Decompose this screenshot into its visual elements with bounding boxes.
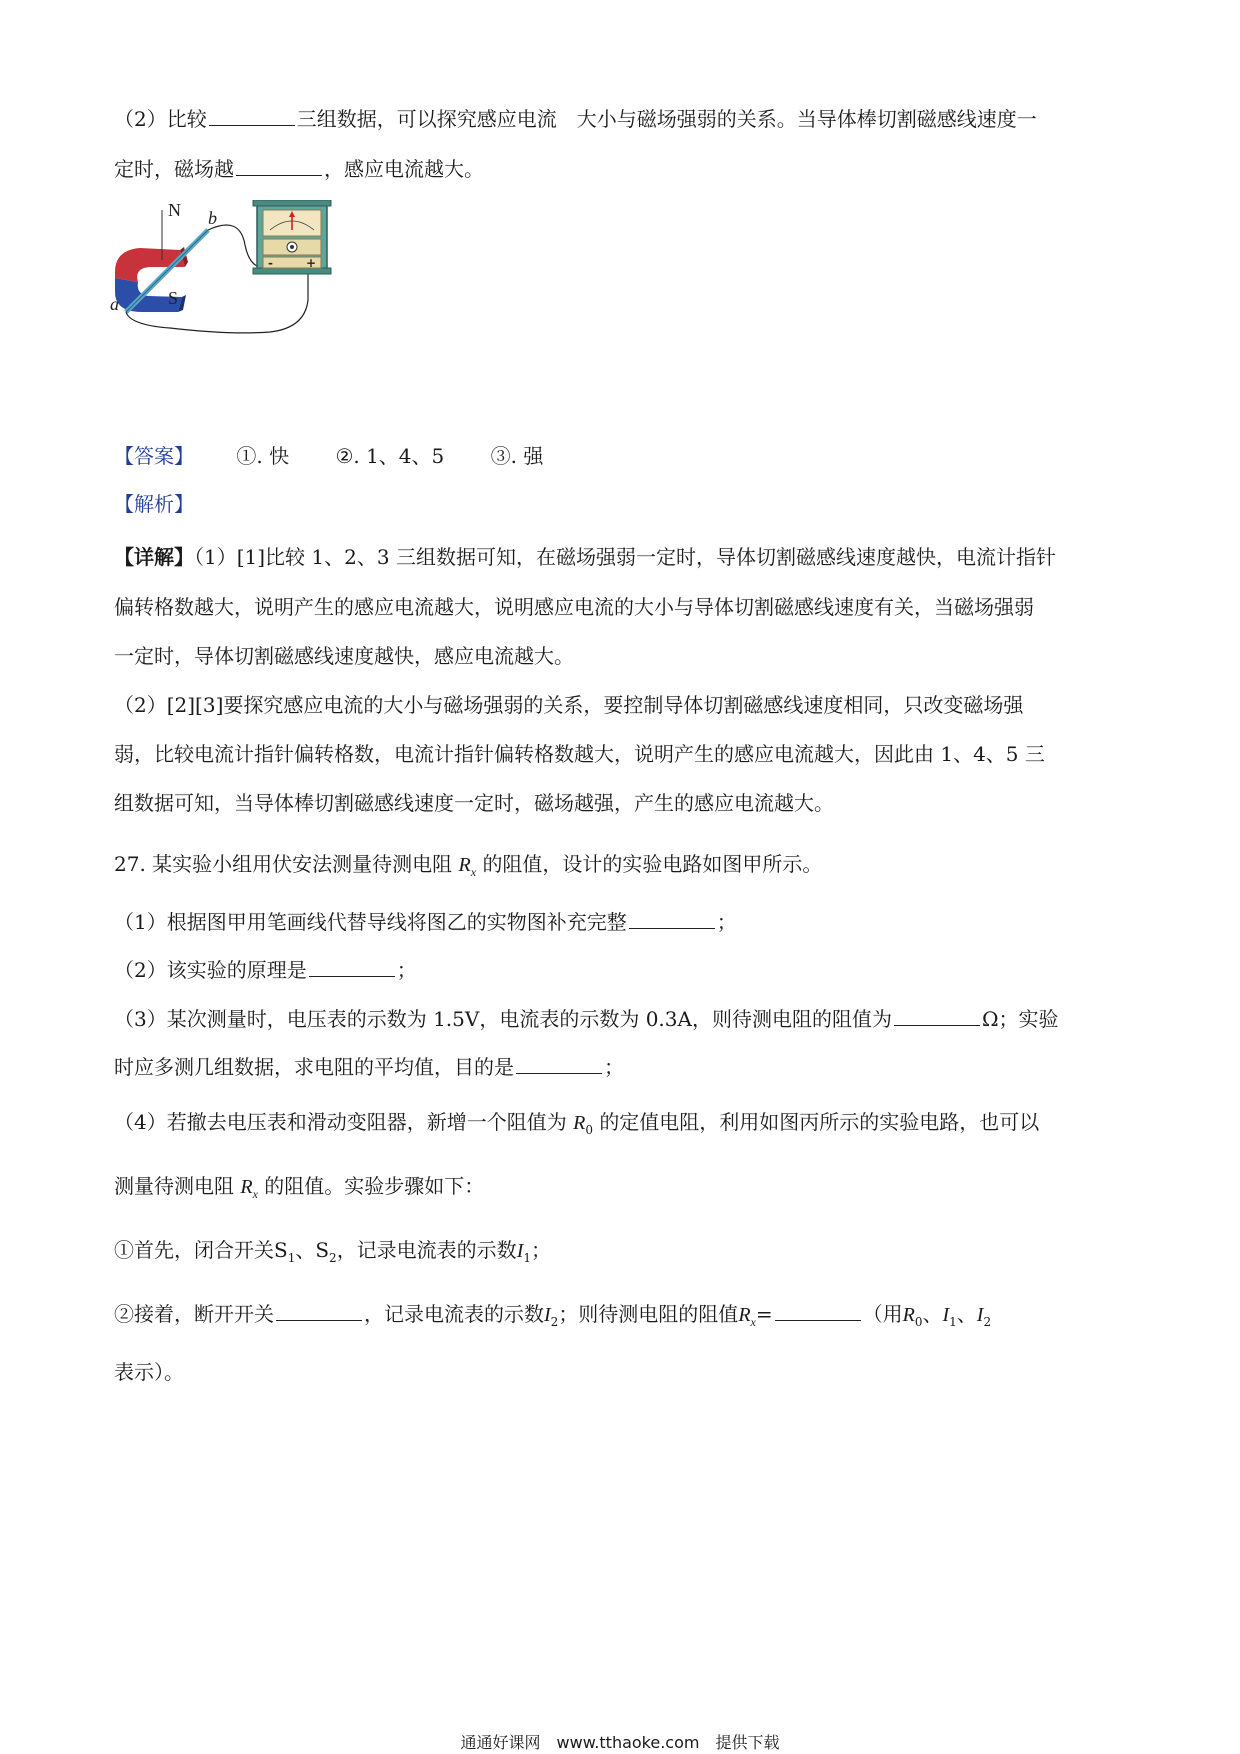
meter-minus-label: -: [268, 256, 273, 270]
subscript: 1: [287, 1251, 296, 1265]
text: 弱，比较电流计指针偏转格数，电流计指针偏转格数越大，说明产生的感应电流越大，因此由 1、4、5 三: [114, 742, 1045, 766]
text: 偏转格数越大，说明产生的感应电流越大，说明感应电流的大小与导体切割磁感线速度有关，当磁场强弱: [114, 595, 1034, 619]
answer-line: [114, 444, 543, 468]
detail-tag: 【详解】: [114, 545, 194, 569]
answer-blank: [236, 157, 322, 176]
q27-step1: [114, 1238, 551, 1270]
symbol-I: I: [544, 1304, 551, 1326]
answer-tag: 【答案】: [114, 444, 194, 468]
text: ，感应电流越大。: [324, 157, 484, 181]
q27-part1: [114, 910, 737, 934]
text: 、: [295, 1238, 316, 1262]
subscript: 2: [550, 1315, 559, 1329]
text: 表示）。: [114, 1360, 184, 1384]
q27-stem: [114, 852, 822, 884]
answer-blank: [629, 910, 715, 929]
text: 、: [956, 1302, 977, 1326]
text: 时应多测几组数据，求电阻的平均值，目的是: [114, 1055, 514, 1079]
text: 组数据可知，当导体棒切割磁感线速度一定时，磁场越强，产生的感应电流越大。: [114, 791, 834, 815]
label-b: b: [208, 208, 217, 228]
subscript: 1: [949, 1315, 957, 1329]
subscript: x: [470, 865, 477, 879]
q27-part3-line1: [114, 1007, 1059, 1031]
text: ②接着，断开开关: [114, 1302, 274, 1326]
text: =: [755, 1302, 773, 1326]
text: 27. 某实验小组用伏安法测量待测电阻: [114, 852, 453, 876]
q27-part2: [114, 958, 417, 982]
answer-2: ②. 1、4、5: [335, 444, 445, 468]
text: ，记录电流表的示数: [364, 1302, 544, 1326]
text: （4）若撤去电压表和滑动变阻器，新增一个阻值为: [114, 1110, 567, 1134]
label-a: a: [110, 294, 119, 314]
text: 三组数据，可以探究感应电流 大小与磁场强弱的关系。当导体棒切割磁感线速度一: [296, 107, 1037, 131]
q27-part4-line2: [114, 1174, 484, 1206]
symbol-S: S: [274, 1238, 288, 1262]
induction-experiment-figure: [110, 200, 375, 380]
text: ；: [604, 1055, 624, 1079]
detail-line-2: [114, 595, 1034, 619]
analysis-line: [114, 492, 194, 516]
answer-blank: [276, 1302, 362, 1321]
symbol-R: R: [738, 1304, 751, 1326]
text: （1）根据图甲用笔画线代替导线将图乙的实物图补充完整: [114, 910, 627, 934]
answer-blank: [775, 1302, 861, 1321]
q26-part2-line1: [114, 107, 1037, 131]
label-S: S: [168, 288, 179, 308]
symbol-R: R: [902, 1304, 915, 1326]
subscript: 0: [914, 1315, 923, 1329]
detail-line-6: [114, 791, 834, 815]
answer-blank: [209, 107, 295, 126]
subscript: x: [252, 1187, 258, 1201]
text: ；则待测电阻的阻值: [558, 1302, 739, 1326]
answer-blank: [894, 1007, 980, 1026]
text: 的阻值，设计的实验电路如图甲所示。: [482, 852, 823, 876]
subscript: x: [750, 1315, 756, 1329]
detail-line-1: [114, 545, 1056, 569]
text: （1）[1]比较 1、2、3 三组数据可知，在磁场强弱一定时，导体切割磁感线速度越快，电流计指针: [194, 545, 1056, 569]
text: ；: [396, 958, 417, 982]
answer-1: ①. 快: [236, 444, 290, 468]
text: Ω；实验: [981, 1007, 1059, 1031]
page-footer: 通通好课网 www.tthaoke.com 提供下载: [460, 1733, 780, 1752]
text: （2）比较: [114, 107, 207, 131]
answer-blank: [309, 958, 395, 977]
symbol-I: I: [976, 1304, 984, 1326]
galvanometer: [253, 200, 331, 274]
symbol-S: S: [315, 1238, 330, 1262]
answer-3: ③. 强: [490, 444, 544, 468]
text: ；: [531, 1238, 551, 1262]
text: （2）[2][3]要探究感应电流的大小与磁场强弱的关系，要控制导体切割磁感线速度相同，只改变磁场强: [114, 693, 1024, 717]
symbol-R: R: [573, 1112, 586, 1134]
text: ①首先，闭合开关: [114, 1238, 274, 1262]
symbol-I: I: [516, 1240, 524, 1262]
subscript: 1: [523, 1251, 531, 1265]
q27-part4-line1: [114, 1110, 1039, 1142]
symbol-R: R: [240, 1176, 253, 1198]
text: 、: [922, 1302, 943, 1326]
label-N: N: [168, 200, 181, 220]
analysis-tag: 【解析】: [114, 492, 194, 516]
detail-line-3: [114, 644, 574, 668]
symbol-I: I: [942, 1304, 950, 1326]
text: 定时，磁场越: [114, 157, 234, 181]
text: 的阻值。实验步骤如下：: [264, 1174, 485, 1198]
detail-line-5: [114, 742, 1045, 766]
subscript: 2: [329, 1251, 337, 1265]
text: ；: [716, 910, 737, 934]
q26-part2-line2: [114, 157, 484, 181]
text: （3）某次测量时，电压表的示数为 1.5V，电流表的示数为 0.3A，则待测电阻的阻值为: [114, 1007, 892, 1031]
text: ，记录电流表的示数: [336, 1238, 517, 1262]
meter-plus-label: +: [306, 256, 317, 270]
symbol-R: R: [458, 854, 471, 876]
text: 测量待测电阻: [114, 1174, 234, 1198]
text: 的定值电阻，利用如图丙所示的实验电路，也可以: [599, 1110, 1040, 1134]
q27-step2-end: [114, 1360, 184, 1384]
text: （2）该实验的原理是: [114, 958, 307, 982]
text: 一定时，导体切割磁感线速度越快，感应电流越大。: [114, 644, 574, 668]
q27-part3-line2: [114, 1055, 624, 1079]
q27-step2: [114, 1302, 991, 1334]
subscript: 2: [983, 1315, 992, 1329]
detail-line-4: [114, 693, 1023, 717]
subscript: 0: [585, 1123, 593, 1137]
text: （用: [862, 1302, 903, 1326]
answer-blank: [516, 1055, 602, 1074]
